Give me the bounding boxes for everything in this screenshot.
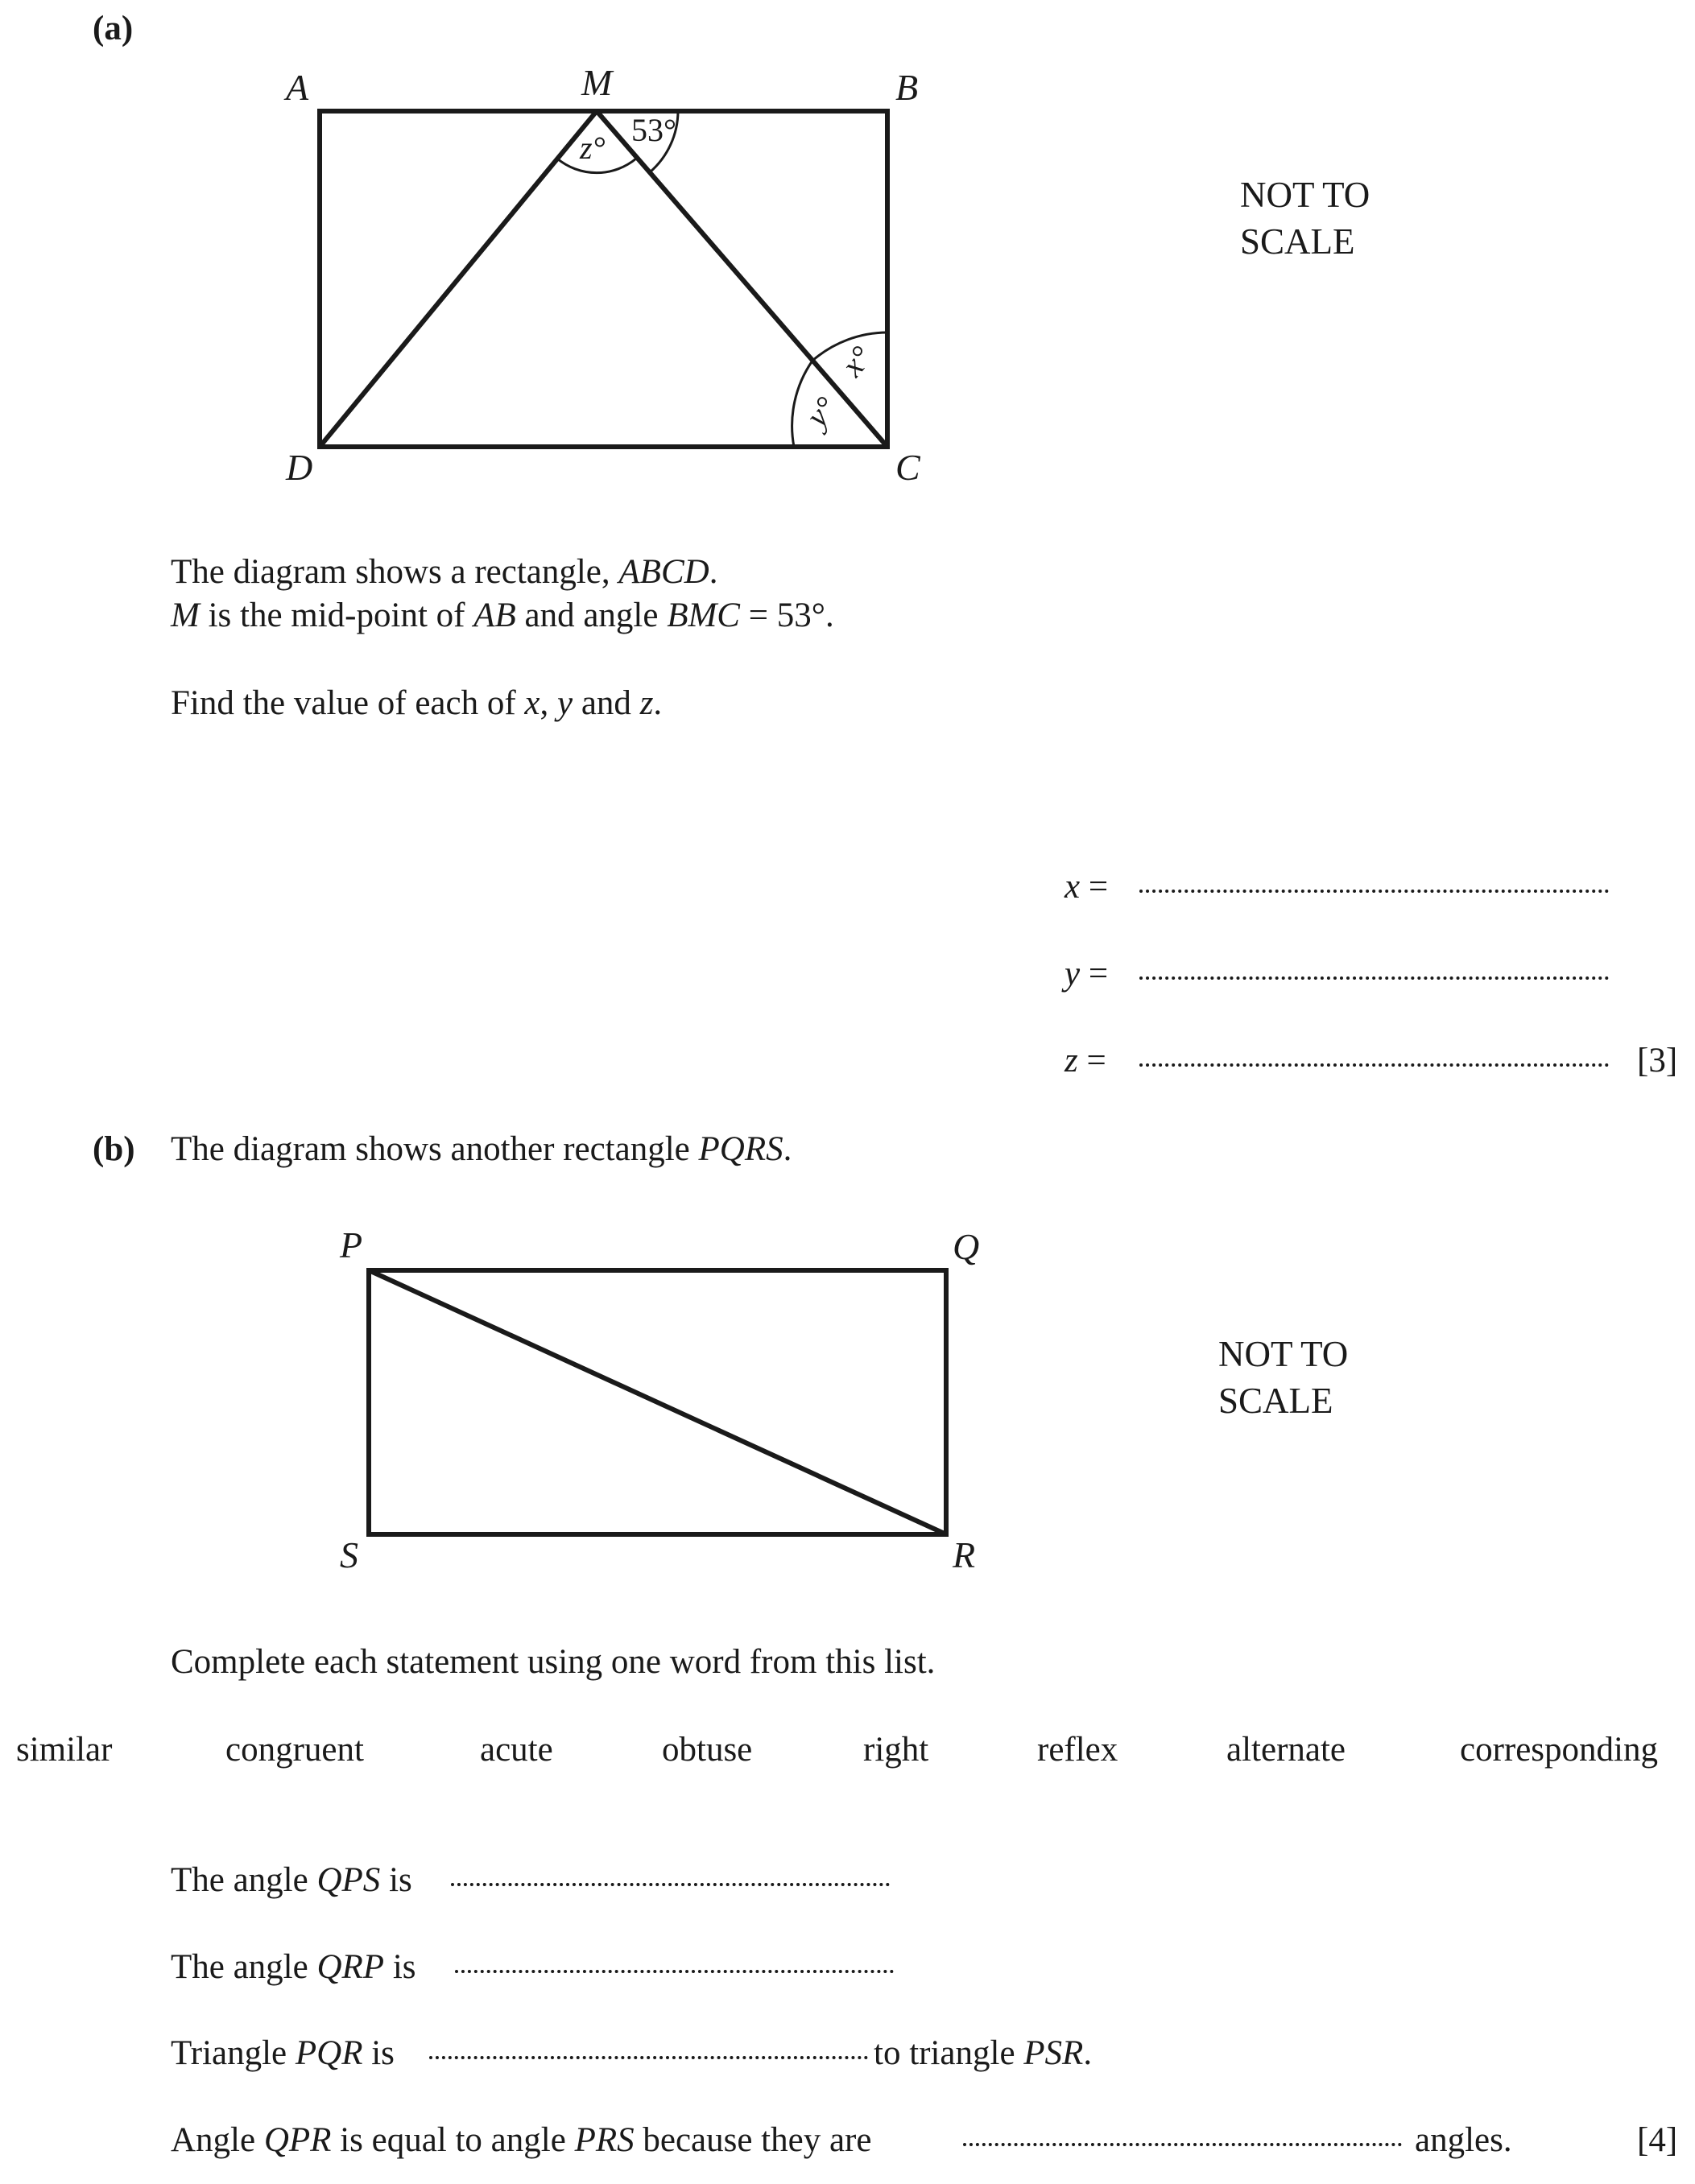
vertex-s-label: S <box>340 1534 358 1575</box>
statement-1: The angle QPS is <box>171 1861 412 1899</box>
statement-4: Angle QPR is equal to angle PRS because they are <box>171 2121 872 2159</box>
word-acute: acute <box>480 1731 553 1769</box>
word-congruent: congruent <box>225 1731 364 1769</box>
word-right: right <box>863 1731 929 1769</box>
vertex-m-label: M <box>581 62 613 103</box>
not-to-scale-line-1: NOT TO <box>1218 1334 1349 1374</box>
vertex-c-label: C <box>895 447 920 488</box>
not-to-scale-line-2: SCALE <box>1218 1381 1333 1421</box>
part-b-intro: The diagram shows another rectangle PQRS. <box>171 1130 792 1168</box>
rectangle-pqrs-diagram <box>0 1208 1695 1691</box>
word-reflex: reflex <box>1037 1731 1118 1769</box>
angle-x-label: x° <box>833 339 879 383</box>
angle-z-label: z° <box>580 130 606 166</box>
statement-3-blank[interactable] <box>429 2056 868 2059</box>
vertex-d-label: D <box>286 447 313 488</box>
segment-mc <box>597 111 887 447</box>
vertex-q-label: Q <box>953 1226 980 1267</box>
statement-4-blank[interactable] <box>963 2143 1402 2146</box>
answer-z-label: z = <box>1065 1042 1106 1080</box>
statement-3: Triangle PQR is <box>171 2034 395 2072</box>
word-similar: similar <box>16 1731 113 1769</box>
vertex-r-label: R <box>953 1534 976 1575</box>
segment-md <box>320 111 597 447</box>
angle-y-label: y° <box>798 390 844 434</box>
question-a-text: Find the value of each of x, y and z. <box>171 684 663 722</box>
word-obtuse: obtuse <box>662 1731 753 1769</box>
vertex-b-label: B <box>895 67 919 108</box>
description-line-2: M is the mid-point of AB and angle BMC = 53°. <box>171 597 834 634</box>
answer-y-label: y = <box>1065 955 1109 993</box>
marks-a: [3] <box>1637 1042 1678 1080</box>
statement-4-end: angles. <box>1415 2121 1512 2159</box>
word-alternate: alternate <box>1226 1731 1346 1769</box>
part-b-label: (b) <box>93 1130 135 1168</box>
answer-z-field[interactable] <box>1139 1063 1609 1067</box>
statement-2: The angle QRP is <box>171 1948 416 1986</box>
angle-53-label: 53° <box>631 112 676 148</box>
not-to-scale-line-2: SCALE <box>1240 221 1355 262</box>
answer-y-field[interactable] <box>1139 976 1609 980</box>
statement-2-blank[interactable] <box>455 1970 894 1973</box>
vertex-a-label: A <box>286 67 309 108</box>
word-corresponding: corresponding <box>1460 1731 1658 1769</box>
description-line-1: The diagram shows a rectangle, ABCD. <box>171 553 718 591</box>
not-to-scale-line-1: NOT TO <box>1240 175 1370 215</box>
not-to-scale-note-a <box>1240 171 1370 265</box>
vertex-p-label: P <box>340 1224 363 1265</box>
instruction-text: Complete each statement using one word from this list. <box>171 1643 936 1681</box>
part-a-label: (a) <box>93 10 134 47</box>
diagonal-pr <box>369 1270 946 1534</box>
statement-1-blank[interactable] <box>451 1883 890 1886</box>
answer-x-field[interactable] <box>1139 890 1609 893</box>
marks-b: [4] <box>1637 2121 1678 2159</box>
not-to-scale-note-b <box>1218 1331 1348 1424</box>
answer-x-label: x = <box>1065 868 1109 906</box>
statement-3-end: to triangle PSR. <box>874 2034 1093 2072</box>
rectangle-abcd-diagram <box>0 0 1695 564</box>
